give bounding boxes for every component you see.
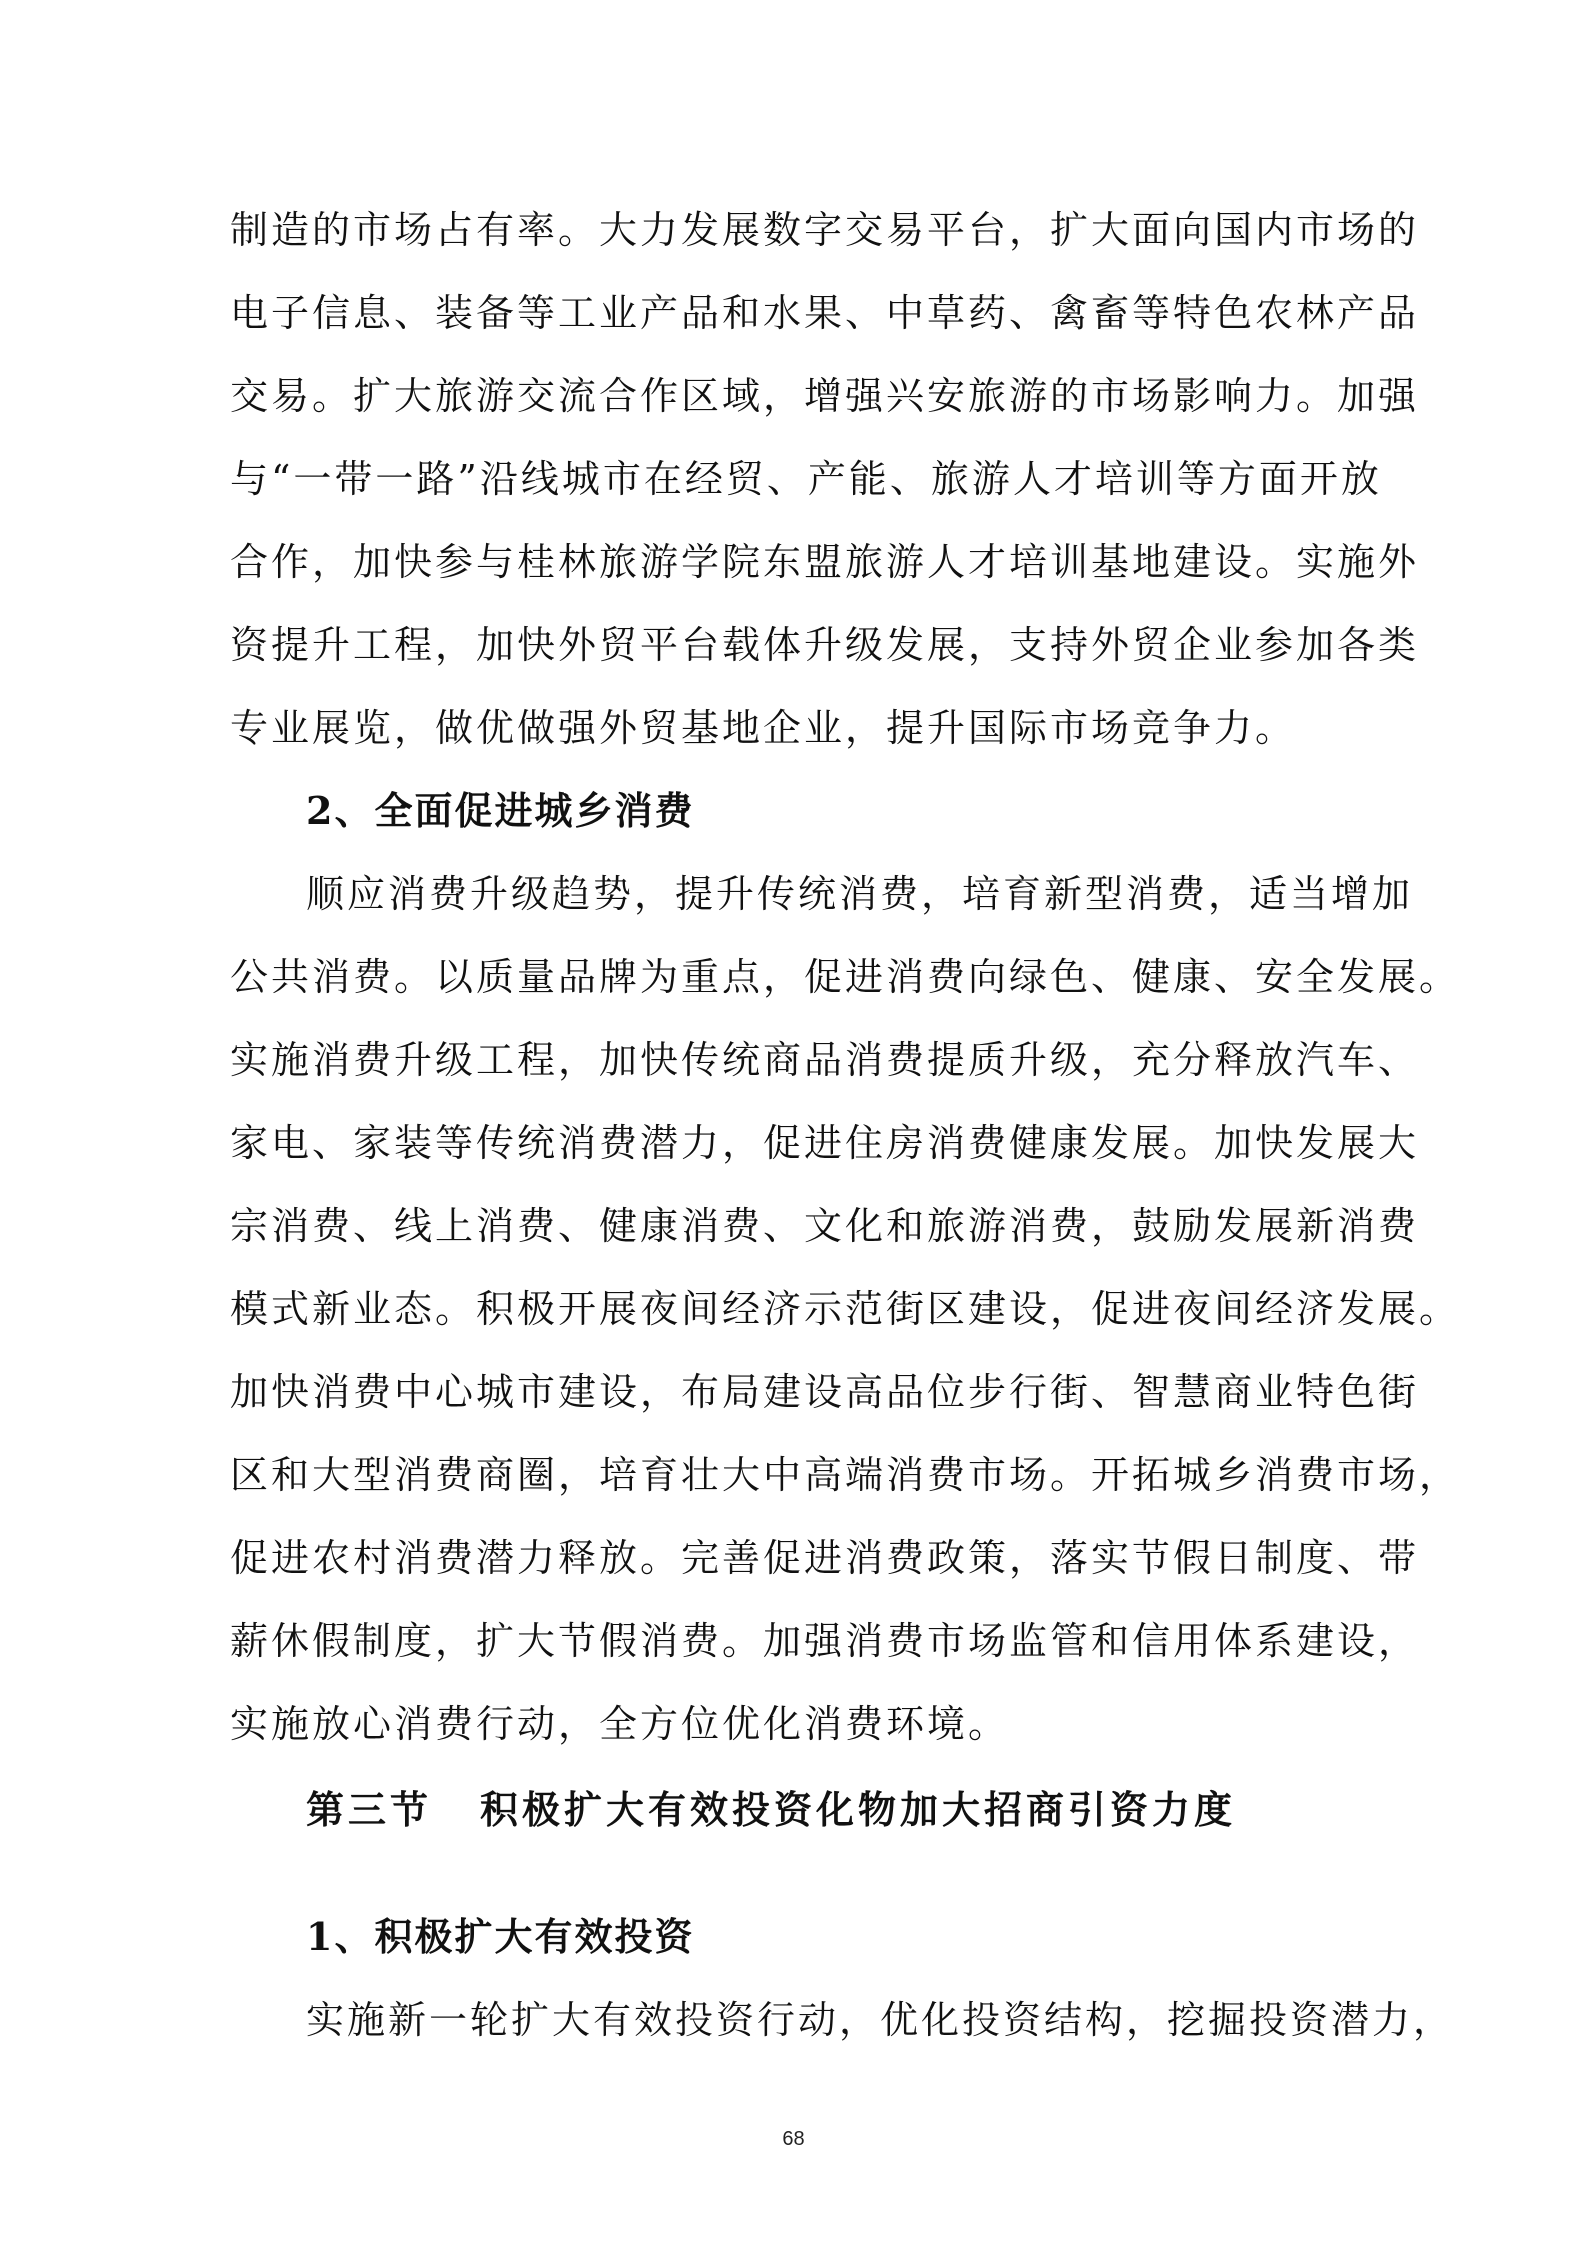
paragraph-line: 公共消费。以质量品牌为重点，促进消费向绿色、健康、安全发展。 xyxy=(230,955,1461,999)
paragraph-line: 实施放心消费行动，全方位优化消费环境。 xyxy=(230,1702,1010,1746)
paragraph-line: 模式新业态。积极开展夜间经济示范街区建设，促进夜间经济发展。 xyxy=(230,1287,1461,1331)
subsection-heading: 1、积极扩大有效投资 xyxy=(306,1914,695,1959)
paragraph-line: 合作，加快参与桂林旅游学院东盟旅游人才培训基地建设。实施外 xyxy=(230,540,1420,584)
paragraph-line: 电子信息、装备等工业产品和水果、中草药、禽畜等特色农林产品 xyxy=(230,291,1420,335)
paragraph-line: 制造的市场占有率。大力发展数字交易平台，扩大面向国内市场的 xyxy=(230,208,1420,252)
section-title: 积极扩大有效投资化物加大招商引资力度 xyxy=(480,1787,1237,1832)
paragraph-line: 资提升工程，加快外贸平台载体升级发展，支持外贸企业参加各类 xyxy=(230,623,1420,667)
paragraph-line: 促进农村消费潜力释放。完善促进消费政策，落实节假日制度、带 xyxy=(230,1536,1420,1580)
page-number: 68 xyxy=(782,2128,805,2150)
paragraph-line: 实施消费升级工程，加快传统商品消费提质升级，充分释放汽车、 xyxy=(230,1038,1420,1082)
subsection-heading: 2、全面促进城乡消费 xyxy=(306,788,695,833)
paragraph-line: 薪休假制度，扩大节假消费。加强消费市场监管和信用体系建设， xyxy=(230,1619,1420,1663)
paragraph-line: 顺应消费升级趋势，提升传统消费，培育新型消费，适当增加 xyxy=(306,872,1414,916)
paragraph-line: 区和大型消费商圈，培育壮大中高端消费市场。开拓城乡消费市场， xyxy=(230,1453,1461,1497)
paragraph-line: 实施新一轮扩大有效投资行动，优化投资结构，挖掘投资潜力， xyxy=(306,1998,1455,2042)
paragraph-line: 宗消费、线上消费、健康消费、文化和旅游消费，鼓励发展新消费 xyxy=(230,1204,1420,1248)
section-label: 第三节 xyxy=(306,1787,433,1832)
paragraph-line: 与“一带一路”沿线城市在经贸、产能、旅游人才培训等方面开放 xyxy=(230,457,1382,501)
section-heading xyxy=(306,1780,1236,1840)
paragraph-line: 加快消费中心城市建设，布局建设高品位步行街、智慧商业特色街 xyxy=(230,1370,1420,1414)
paragraph-line: 交易。扩大旅游交流合作区域，增强兴安旅游的市场影响力。加强 xyxy=(230,374,1420,418)
paragraph-line: 专业展览，做优做强外贸基地企业，提升国际市场竞争力。 xyxy=(230,706,1297,750)
paragraph-line: 家电、家装等传统消费潜力，促进住房消费健康发展。加快发展大 xyxy=(230,1121,1420,1165)
